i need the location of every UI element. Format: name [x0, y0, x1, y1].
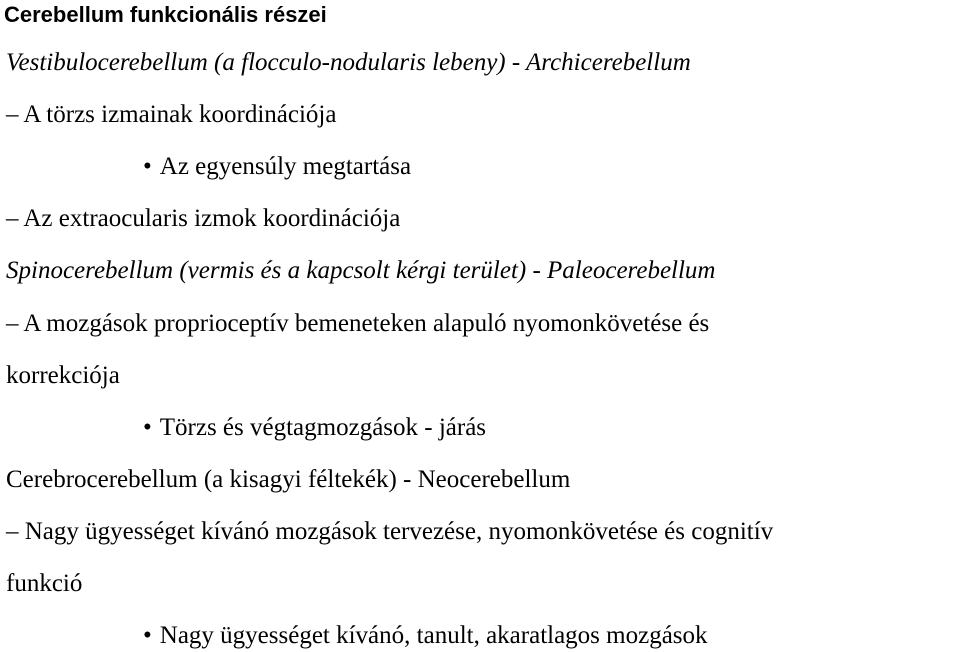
dash-item-proprioceptiv-continued: korrekciója [6, 362, 120, 389]
page-title: Cerebellum funkcionális részei [4, 2, 327, 27]
dash-item-nagy-ugyesseg-continued: funkció [6, 570, 83, 597]
bullet-icon: • [143, 153, 152, 180]
bullet-text: Nagy ügyességet kívánó, tanult, akaratlagos mozgások [159, 622, 708, 649]
bullet-item-tanult-mozgasok [143, 621, 708, 651]
bullet-icon: • [143, 414, 152, 441]
bullet-item-torzs-vegtag [143, 413, 486, 443]
bullet-text: Az egyensúly megtartása [159, 153, 412, 180]
section-heading-spinocerebellum: Spinocerebellum (vermis és a kapcsolt kérgi terület) - Paleocerebellum [6, 257, 716, 284]
section-heading-cerebrocerebellum: Cerebrocerebellum (a kisagyi féltekék) - Neocerebellum [6, 466, 571, 493]
dash-item-nagy-ugyesseg: – Nagy ügyességet kívánó mozgások tervezése, nyomonkövetése és cognitív [6, 518, 774, 545]
dash-item-extraocularis: – Az extraocularis izmok koordinációja [6, 205, 401, 232]
section-heading-vestibulocerebellum: Vestibulocerebellum (a flocculo-nodularis lebeny) - Archicerebellum [6, 49, 691, 76]
dash-item-torzs-izmai: – A törzs izmainak koordinációja [6, 101, 337, 128]
bullet-icon: • [143, 622, 152, 649]
dash-item-proprioceptiv: – A mozgások proprioceptív bemeneteken alapuló nyomonkövetése és [6, 310, 710, 337]
bullet-item-egyensuly [143, 152, 411, 182]
bullet-text: Törzs és végtagmozgások - járás [159, 414, 487, 441]
